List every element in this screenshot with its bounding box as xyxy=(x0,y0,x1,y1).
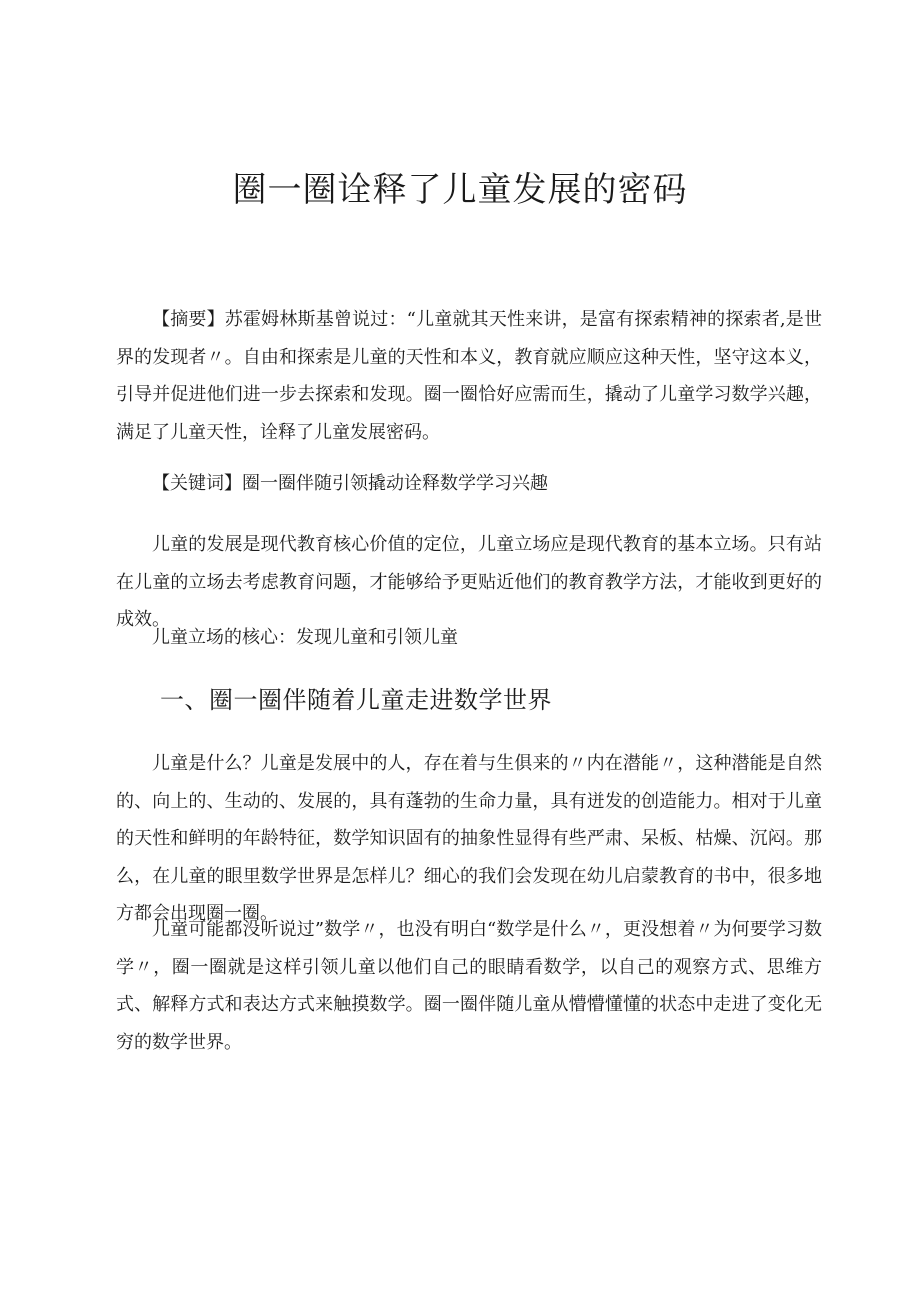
keywords-paragraph: 【关键词】圈一圈伴随引领撬动诠释数学学习兴趣 xyxy=(152,473,548,494)
intro-paragraph: 儿童的发展是现代教育核心价值的定位，儿童立场应是现代教育的基本立场。只有站在儿童的立场去考虑教育问题，才能够给予更贴近他们的教育教学方法，才能收到更好的成效。 xyxy=(116,534,822,630)
body-paragraph-2: 儿童可能都没听说过”数学〃，也没有明白“数学是什么〃，更没想着〃为何要学习数学〃，圈一圈就是这样引领儿童以他们自己的眼睛看数学，以自己的观察方式、思维方式、解释方式和表达方式来触摸数学。圈一圈伴随儿童从懵懵懂懂的状态中走进了变化无穷的数学世界。 xyxy=(116,919,822,1053)
section-heading: 一、圈一圈伴随着儿童走进数学世界 xyxy=(160,686,552,714)
document-title: 圈一圈诠释了儿童发展的密码 xyxy=(232,170,688,210)
core-statement: 儿童立场的核心：发现儿童和引领儿童 xyxy=(152,627,458,648)
body-paragraph-1: 儿童是什么？儿童是发展中的人，存在着与生俱来的〃内在潜能〃，这种潜能是自然的、向上的、生动的、发展的，具有蓬勃的生命力量，具有迸发的创造能力。相对于儿童的天性和鲜明的年龄特征，数学知识固有的抽象性显得有些严肃、呆板、枯燥、沉闷。那么，在儿童的眼里数学世界是怎样儿？细心的我们会发现在幼儿启蒙教育的书中，很多地方都会出现圈一圈。 xyxy=(116,753,822,924)
abstract-paragraph: 【摘要】苏霍姆林斯基曾说过：“儿童就其天性来讲，是富有探索精神的探索者,是世界的发现者〃。自由和探索是儿童的天性和本义，教育就应顺应这种天性，坚守这本义，引导并促进他们进一步去探索和发现。圈一圈恰好应需而生，撬动了儿童学习数学兴趣，满足了儿童天性，诠释了儿童发展密码。 xyxy=(116,309,822,443)
